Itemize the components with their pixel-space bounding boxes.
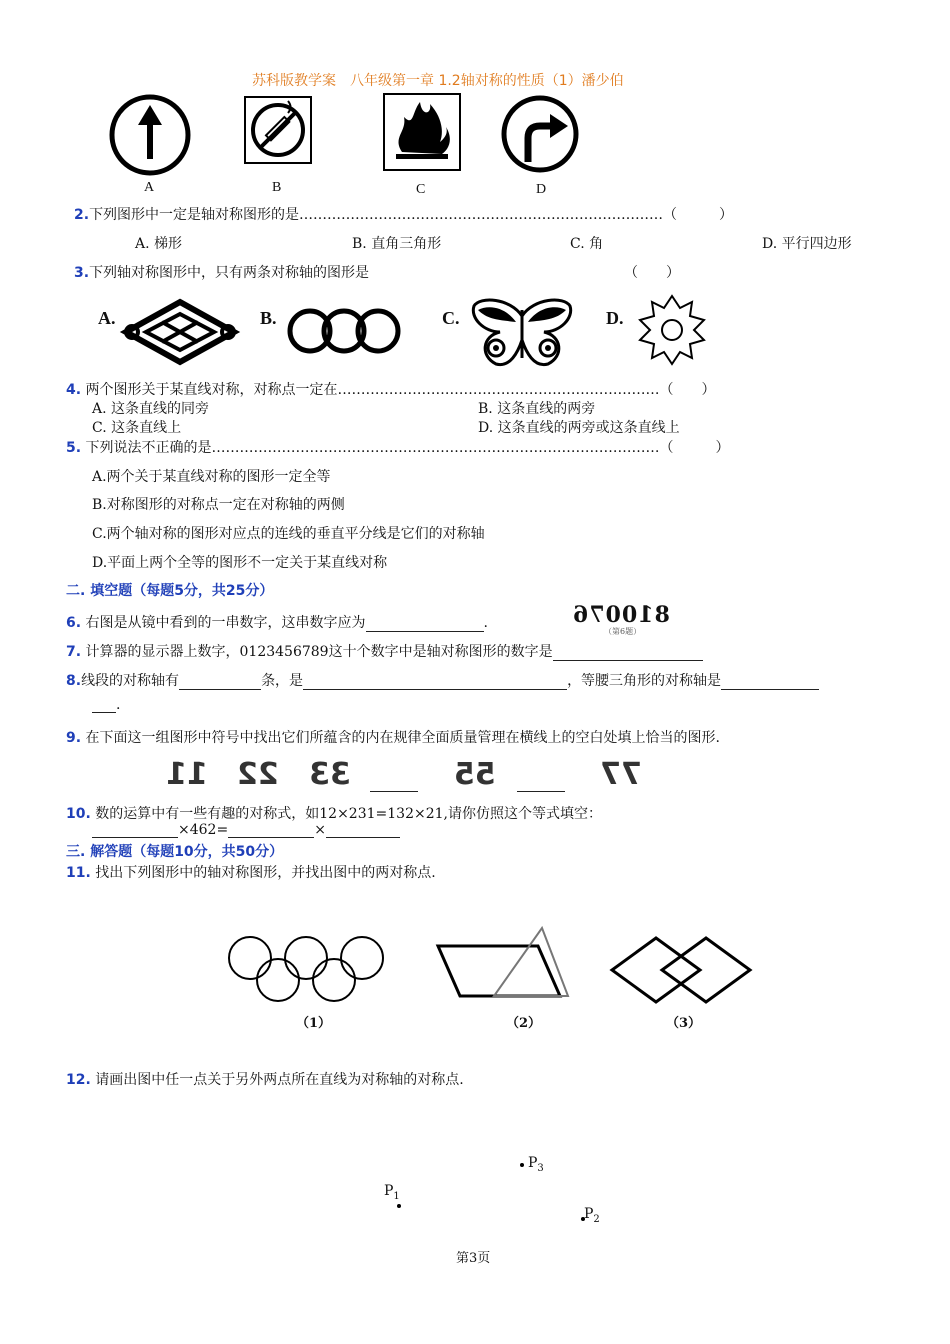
question-7: 7. 计算器的显示器上数字，0123456789这十个数字中是轴对称图形的数字是: [66, 641, 703, 661]
q10-blank-3[interactable]: [326, 823, 400, 838]
q6-answer-blank[interactable]: [366, 617, 484, 632]
question-5: 5. 下列说法不正确的是……………………………………………………………………………………（ ）: [66, 440, 730, 456]
q10-blank-1[interactable]: [92, 823, 178, 838]
q11-figure-2-parallelogram-triangle: [432, 924, 572, 1004]
sign-b-no-smoking-icon: [243, 95, 313, 165]
q2-option-d: D. 平行四边形: [762, 236, 852, 252]
point-p2-label: $P_2$: [584, 1206, 600, 1225]
section-2-title: 二. 填空题（每题5分，共25分）: [66, 583, 274, 599]
section-3-title: 三. 解答题（每题10分，共50分）: [66, 844, 284, 860]
sign-a-arrow-up-icon: [108, 95, 192, 175]
q8-blank-isosceles[interactable]: [721, 675, 819, 690]
q1-label-c: C: [416, 182, 426, 197]
q1-label-d: D: [536, 182, 547, 197]
q3-knot-figure: [122, 300, 238, 364]
q3-snowflake-figure: [634, 292, 710, 368]
q5-option-b: B.对称图形的对称点一定在对称轴的两侧: [92, 497, 345, 513]
page-header: 苏科版教学案 八年级第一章 1.2轴对称的性质（1）潘少伯: [252, 73, 624, 89]
question-12: 12. 请画出图中任一点关于另外两点所在直线为对称轴的对称点.: [66, 1072, 464, 1088]
q5-option-a: A.两个关于某直线对称的图形一定全等: [92, 469, 331, 485]
q8-blank-axis[interactable]: [303, 675, 567, 690]
question-6: 6. 右图是从镜中看到的一串数字，这串数字应为 .: [66, 615, 488, 631]
q6-caption: （第6题）: [604, 627, 642, 636]
q9-item-77: 77: [599, 757, 642, 792]
q3-butterfly-figure: [470, 296, 574, 368]
q2-option-c: C. 角: [570, 236, 604, 252]
q9-sequence: [166, 757, 641, 792]
question-10: 10. 数的运算中有一些有趣的对称式，如12×231=132×21,请你仿照这个等式填空：: [66, 806, 602, 822]
q6-mirror-number: 810076: [572, 602, 670, 628]
q5-option-d: D.平面上两个全等的图形不一定关于某直线对称: [92, 555, 388, 571]
q1-label-b: B: [272, 180, 282, 195]
q5-option-c: C.两个轴对称的图形对应点的连线的垂直平分线是它们的对称轴: [92, 526, 485, 542]
q8-blank-continuation[interactable]: [92, 698, 116, 713]
question-8: 8.线段的对称轴有 条，是 ，等腰三角形的对称轴是: [66, 670, 819, 690]
q3-label-c: C.: [442, 308, 460, 328]
question-4: 4. 两个图形关于某直线对称，对称点一定在……………………………………………………………（ ）: [66, 382, 716, 398]
q4-option-a: A. 这条直线的同旁: [92, 401, 210, 417]
question-2: 2.下列图形中一定是轴对称图形的是……………………………………………………………………（ ）: [74, 207, 734, 223]
q3-label-d: D.: [606, 308, 624, 328]
q3-label-a: A.: [98, 308, 116, 328]
q10-blank-2[interactable]: [228, 823, 314, 838]
q8-continuation: .: [92, 697, 120, 713]
q4-option-c: C. 这条直线上: [92, 420, 182, 436]
q11-figure-3-diamonds: [606, 934, 756, 1004]
q8-blank-count[interactable]: [179, 675, 261, 690]
q4-option-b: B. 这条直线的两旁: [478, 401, 596, 417]
sign-c-fire-icon: [382, 92, 462, 172]
question-9: 9. 在下面这一组图形中符号中找出它们所蕴含的内在规律全面质量管理在横线上的空白处填上恰当的图形.: [66, 730, 720, 746]
q3-rings-figure: [286, 304, 402, 358]
q9-blank-2[interactable]: [517, 765, 565, 792]
q9-item-55: 55: [454, 757, 497, 792]
question-3: 3.下列轴对称图形中，只有两条对称轴的图形是: [74, 265, 370, 281]
q7-answer-blank[interactable]: [553, 646, 703, 661]
q3-bracket: （ ）: [624, 265, 680, 281]
q2-option-a: A. 梯形: [135, 236, 183, 252]
q9-item-22: 22: [236, 757, 279, 792]
q2-option-b: B. 直角三角形: [352, 236, 442, 252]
point-p1-dot[interactable]: [397, 1204, 401, 1208]
point-p1-label: $P_1$: [384, 1183, 400, 1202]
point-p3-label: $P_3$: [528, 1155, 544, 1174]
q9-blank-1[interactable]: [370, 765, 418, 792]
q10-fill-line: ×462= ×: [92, 822, 400, 838]
q4-option-d: D. 这条直线的两旁或这条直线上: [478, 420, 680, 436]
question-11: 11. 找出下列图形中的轴对称图形，并找出图中的两对称点.: [66, 865, 436, 881]
sign-d-turn-right-icon: [500, 96, 580, 172]
q11-label-2: （2）: [506, 1016, 542, 1031]
page-footer: 第3页: [456, 1251, 491, 1266]
q11-figure-1-rings: [226, 934, 390, 1004]
q9-item-33: 33: [309, 757, 352, 792]
point-p3-dot[interactable]: [520, 1163, 524, 1167]
q3-label-b: B.: [260, 308, 277, 328]
q1-label-a: A: [144, 180, 155, 195]
q9-item-11: 11: [166, 757, 208, 792]
q11-label-1: （1）: [296, 1016, 332, 1031]
q11-label-3: （3）: [666, 1016, 702, 1031]
